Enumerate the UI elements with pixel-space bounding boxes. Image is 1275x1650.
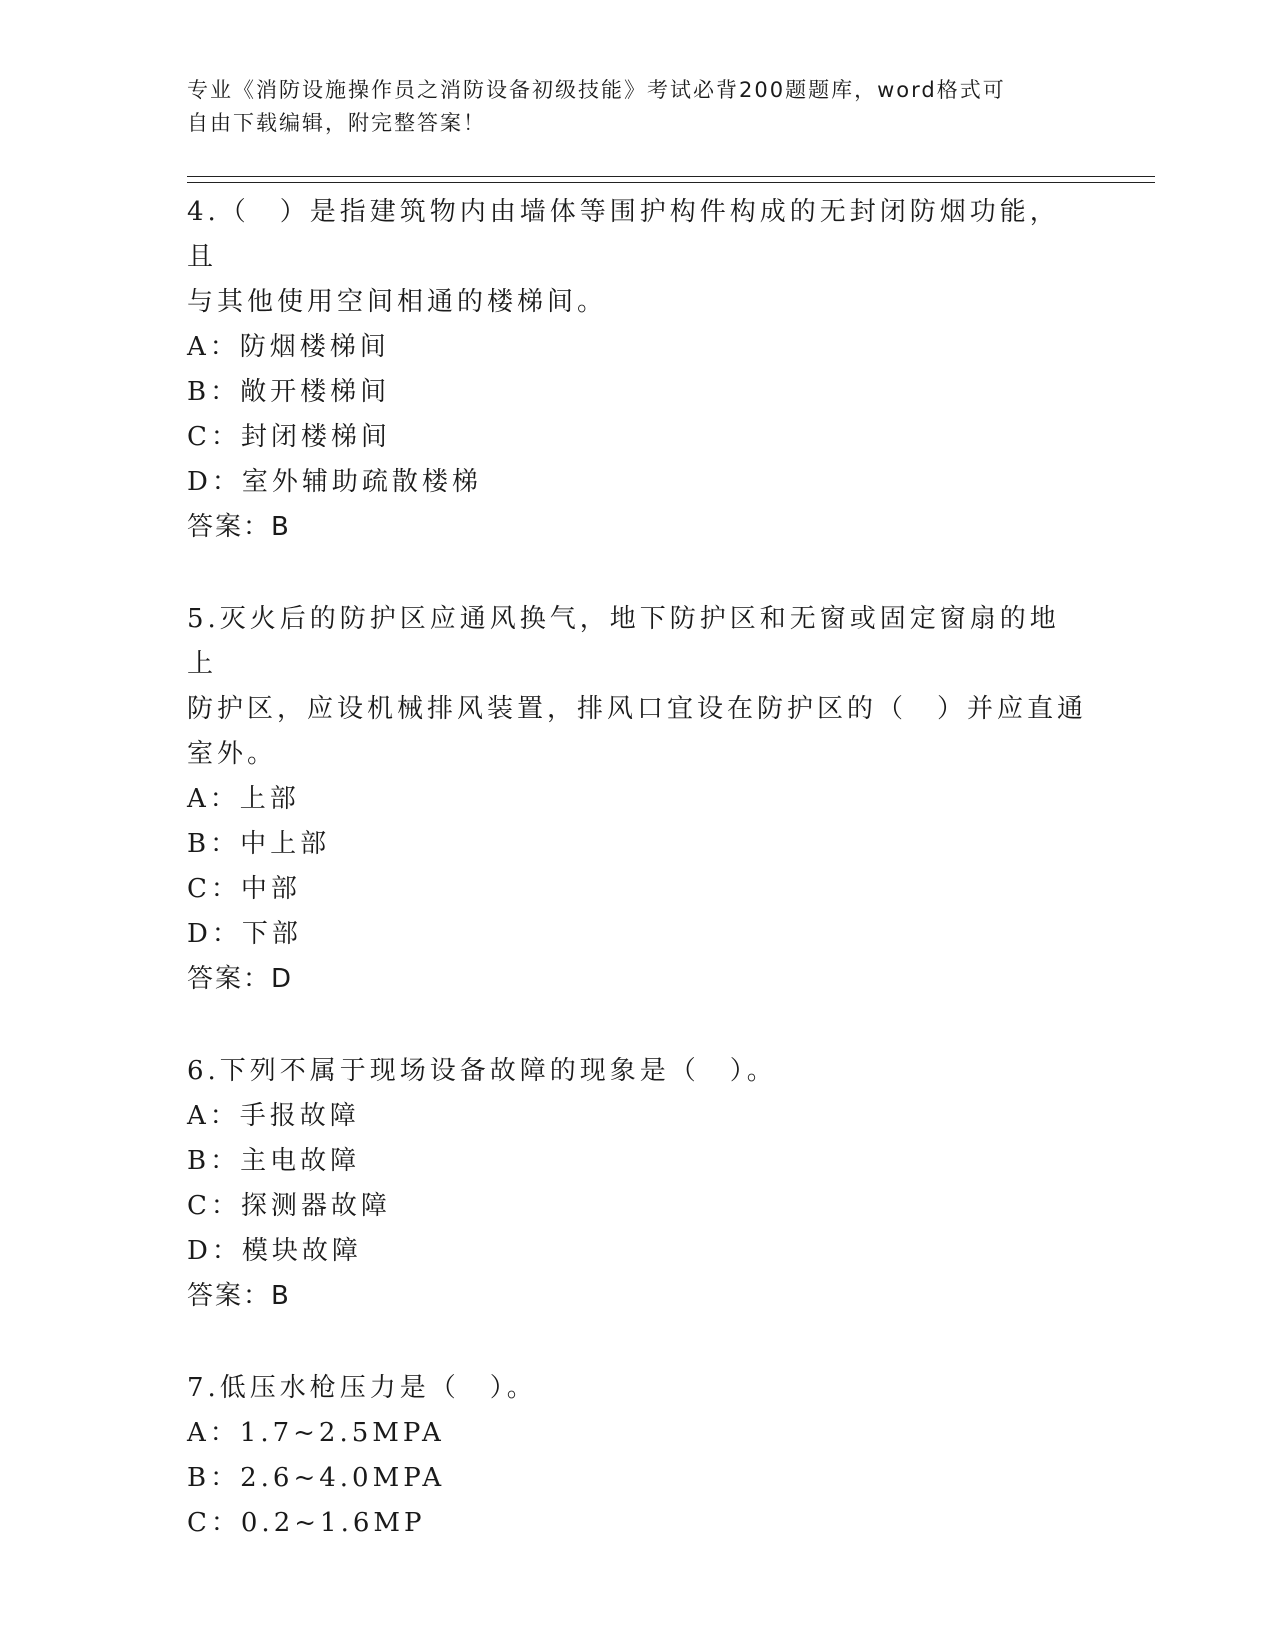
option-c: C：探测器故障 — [187, 1191, 391, 1221]
option-a: A：手报故障 — [187, 1101, 360, 1131]
question-6 — [187, 1049, 1087, 1319]
question-spacer — [187, 1002, 1087, 1049]
option-b: B：主电故障 — [187, 1146, 361, 1176]
header-line-2: 自由下载编辑，附完整答案！ — [187, 111, 486, 135]
option-b: B：2.6~4.0MPA — [187, 1463, 446, 1493]
option-c: C：封闭楼梯间 — [187, 422, 391, 452]
answer-line: 答案：B — [187, 1281, 291, 1311]
option-d: D：下部 — [187, 919, 302, 949]
option-d: D：模块故障 — [187, 1236, 362, 1266]
option-b: B：中上部 — [187, 829, 331, 859]
option-b: B：敞开楼梯间 — [187, 377, 391, 407]
question-stem: 4.（ ）是指建筑物内由墙体等围护构件构成的无封闭防烟功能，且 — [187, 197, 1060, 272]
header-divider-bottom — [187, 182, 1155, 183]
option-a: A：1.7~2.5MPA — [187, 1418, 445, 1448]
answer-line: 答案：D — [187, 964, 294, 994]
question-stem: 室外。 — [187, 739, 278, 769]
question-spacer — [187, 1319, 1087, 1366]
question-stem: 5.灭火后的防护区应通风换气，地下防护区和无窗或固定窗扇的地上 — [187, 604, 1060, 679]
option-d: D：室外辅助疏散楼梯 — [187, 467, 482, 497]
document-header — [187, 74, 1067, 140]
question-stem: 防护区，应设机械排风装置，排风口宜设在防护区的（ ）并应直通 — [187, 694, 1088, 724]
question-7 — [187, 1366, 1087, 1546]
header-line-1: 专业《消防设施操作员之消防设备初级技能》考试必背200题题库，word格式可 — [187, 78, 1006, 102]
header-divider-top — [187, 176, 1155, 177]
question-stem: 6.下列不属于现场设备故障的现象是（ ）。 — [187, 1056, 777, 1086]
question-stem: 与其他使用空间相通的楼梯间。 — [187, 287, 608, 317]
question-4 — [187, 190, 1087, 550]
option-a: A：防烟楼梯间 — [187, 332, 390, 362]
option-c: C：中部 — [187, 874, 301, 904]
question-5 — [187, 597, 1087, 1002]
option-a: A：上部 — [187, 784, 300, 814]
question-stem: 7.低压水枪压力是（ ）。 — [187, 1373, 537, 1403]
option-c: C：0.2~1.6MP — [187, 1508, 426, 1538]
question-spacer — [187, 550, 1087, 597]
question-list — [187, 190, 1087, 1546]
answer-line: 答案：B — [187, 512, 291, 542]
